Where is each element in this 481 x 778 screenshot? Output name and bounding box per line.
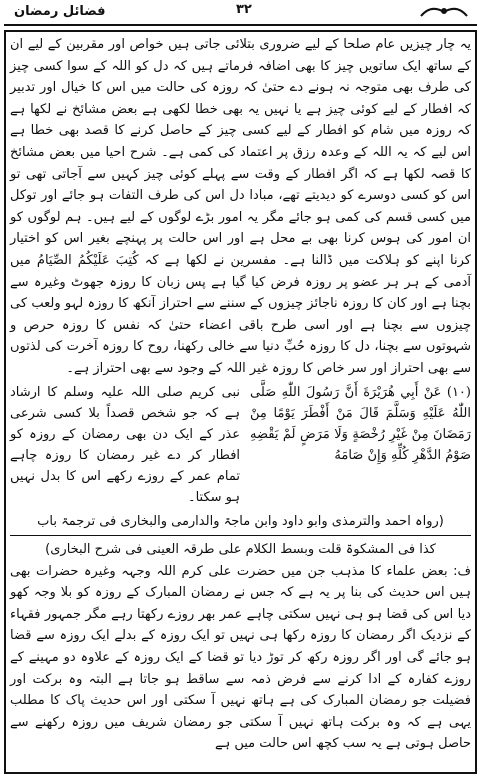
hadith-block — [10, 382, 471, 508]
page-number: ۳۲ — [236, 2, 252, 17]
hadith-arabic: (۱۰) عَنْ أَبِي هُرَيْرَةَ أَنَّ رَسُولَ اللّٰهِ صَلَّى اللّٰهُ عَلَيْهِ وَسَلَّمَ قَالَ مَنْ أَفْطَرَ يَوْمًا مِنْ رَمَضَانَ مِنْ غَيْرِ رُخْصَةٍ وَلَا مَرَضٍ لَمْ يَقْضِهِ صَوْمُ الدَّهْرِ كُلِّهِ وَإِنْ صَامَهُ — [250, 384, 471, 463]
hadith-urdu: نبی کریم صلی اللہ علیہ وسلم کا ارشاد ہے کہ جو شخص قصداً بلا کسی شرعی عذر کے ایک دن بھی رمضان کے روزہ کو افطار کر دے غیر رمضان کا روزہ چاہے تمام عمر کے روزے رکھے اس کا بدل نہیں ہو سکتا۔ — [10, 384, 241, 505]
reference-rule — [10, 535, 471, 536]
hadith-reference-2: کذا فی المشکوۃ قلت وبسط الکلام علی طرقہ العینی فی شرح البخاری) — [45, 542, 436, 558]
paragraph-main: یہ چار چیزیں عام صلحا کے لیے ضروری بتلائی جاتی ہیں خواص اور مقربین کے لیے ان کے ساتھ ایک ساتویں چیز کا بھی اضافہ فرماتے ہیں کہ دل کو اللہ کے سوا کسی چیز کی طرف بھی متوجہ نہ ہونے دے حتیٰ کہ روزہ کی حالت میں اس کا خیال اور تدبیر کہ افطار کے لیے کوئی چیز ہے یا نہیں یہ بھی خطا لکھی ہے بعض مشائخ نے لکھا ہے کہ روزہ میں شام کو افطار کے لیے کسی چیز کے حاصل کرنے کا قصد بھی خطا ہے اس لیے کہ یہ اللہ کے وعدہ رزق پر اعتماد کی کمی ہے۔ شرح احیا میں بعض مشائخ کا قصہ لکھا ہے کہ اگر افطار کے وقت سے پہلے کوئی چیز کہیں سے آجاتی تھی تو اس کو کسی دوسرے کو دیدیتے تھے، مبادا دل اس کی طرف التفات ہو جائے اور توکل میں کسی قسم کی کمی ہو جائے مگر یہ امور بڑے لوگوں کے لیے ہیں۔ ہم لوگوں کو ان امور کی ہوس کرنا بھی بے محل ہے اور اس حالت پر پہنچے بغیر اس کو اختیار کرنا اپنے کو ہلاکت میں ڈالنا ہے۔ مفسرین نے لکھا ہے کہ كُتِبَ عَلَيْكُمُ الصِّيَامُ میں آدمی کے ہر ہر عضو پر روزہ فرض کیا گیا ہے پس زبان کا روزہ جھوٹ وغیرہ سے بچنا ہے اور کان کا روزہ ناجائز چیزوں کے سننے سے احتراز آنکھ کا روزہ لہو ولعب کی چیزوں سے بچنا ہے اور اسی طرح باقی اعضاء حتیٰ کہ نفس کا روزہ حرص و شہوتوں سے بچنا، دل کا روزہ حُبِّ دنیا سے خالی رکھنا، روح کا روزہ آخرت کی لذتوں سے بھی احتراز اور سر خاص کا روزہ غیر اللہ کے وجود سے بھی احتراز ہے۔ — [10, 37, 471, 376]
header-rule — [4, 24, 477, 26]
running-title: فضائل رمضان — [14, 4, 106, 19]
page-body — [10, 34, 471, 755]
hadith-reference: (رواہ احمد والترمذی وابو داود وابن ماجۃ والدارمی والبخاری فی ترجمۃ باب — [37, 513, 444, 529]
paragraph-closing: ف: بعض علماء کا مذہب جن میں حضرت علی کرم اللہ وجہہ وغیرہ حضرات بھی ہیں اس حدیث کی بنا پر یہ ہے کہ جس نے رمضان المبارک کے روزہ کو بلا وجہ کھو دیا اس کی قضا ہو ہی نہیں سکتی چاہے عمر بھر روزے رکھتا رہے مگر جمہور فقہاء کے نزدیک اگر رمضان کا روزہ رکھا ہی نہیں تو ایک روزہ کے بدلے ایک روزہ سے قضا ہو جائے گی اور اگر روزہ رکھ کر توڑ دیا تو قضا کے ایک روزہ کے علاوہ دو مہینے کے روزے کفارہ کے ادا کرنے سے فرض ذمہ سے ساقط ہو جاتا ہے البتہ وہ برکت اور فضیلت جو رمضان المبارک کی ہے ہاتھ نہیں آ سکتی اور اس حدیث پاک کا مطلب یہی ہے کہ وہ برکت ہاتھ نہیں آ سکتی جو رمضان شریف میں روزہ رکھنے سے حاصل ہوتی ہے یہ سب کچھ اس حالت میں ہے — [10, 563, 471, 752]
page-header — [4, 2, 477, 28]
ornament-icon — [419, 2, 469, 22]
